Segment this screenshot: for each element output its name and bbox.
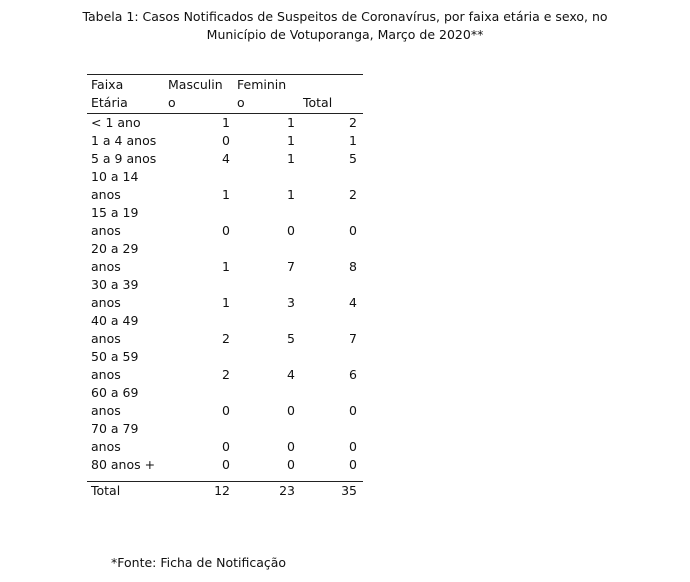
cell-masculino: 0 — [222, 439, 230, 454]
cell-masculino: 4 — [222, 151, 230, 166]
header-feminino-line-2: o — [237, 95, 245, 110]
header-faixa-line-2: Etária — [91, 95, 128, 110]
total-row-total: 35 — [341, 483, 357, 498]
header-feminino-line-1: Feminin — [237, 77, 287, 92]
caption-line-1: Tabela 1: Casos Notificados de Suspeitos de Coronavírus, por faixa etária e sexo, no — [82, 9, 608, 24]
cell-total: 6 — [349, 367, 357, 382]
cell-masculino: 1 — [222, 187, 230, 202]
cell-total: 7 — [349, 331, 357, 346]
age-group-label: 15 a 19 — [91, 205, 139, 220]
age-group-label: anos — [91, 187, 121, 202]
cell-masculino: 0 — [222, 133, 230, 148]
table-caption — [0, 8, 690, 44]
cell-masculino: 0 — [222, 223, 230, 238]
cell-total: 4 — [349, 295, 357, 310]
cell-masculino: 1 — [222, 115, 230, 130]
age-group-label: anos — [91, 439, 121, 454]
cell-masculino: 2 — [222, 367, 230, 382]
cell-feminino: 7 — [287, 259, 295, 274]
cell-total: 2 — [349, 115, 357, 130]
age-group-label: 80 anos + — [91, 457, 156, 472]
age-group-label: anos — [91, 295, 121, 310]
caption-line-2: Município de Votuporanga, Março de 2020** — [206, 27, 484, 42]
age-group-label: 50 a 59 — [91, 349, 139, 364]
age-group-label: < 1 ano — [91, 115, 141, 130]
cell-masculino: 1 — [222, 295, 230, 310]
cell-feminino: 1 — [287, 133, 295, 148]
cell-masculino: 1 — [222, 259, 230, 274]
cell-total: 2 — [349, 187, 357, 202]
age-group-label: anos — [91, 259, 121, 274]
cell-feminino: 0 — [287, 403, 295, 418]
cell-masculino: 0 — [222, 403, 230, 418]
age-group-label: 1 a 4 anos — [91, 133, 157, 148]
total-row-feminino: 23 — [279, 483, 295, 498]
age-group-label: 70 a 79 — [91, 421, 139, 436]
cell-total: 0 — [349, 223, 357, 238]
age-group-label: anos — [91, 331, 121, 346]
cell-total: 1 — [349, 133, 357, 148]
cell-feminino: 1 — [287, 187, 295, 202]
cell-feminino: 5 — [287, 331, 295, 346]
age-group-label: 10 a 14 — [91, 169, 139, 184]
header-masculino-line-2: o — [168, 95, 176, 110]
cell-feminino: 0 — [287, 439, 295, 454]
age-group-label: 40 a 49 — [91, 313, 139, 328]
cell-total: 5 — [349, 151, 357, 166]
age-group-label: anos — [91, 367, 121, 382]
age-group-label: anos — [91, 403, 121, 418]
cell-masculino: 2 — [222, 331, 230, 346]
header-total: Total — [303, 95, 333, 110]
header-masculino-line-1: Masculin — [168, 77, 223, 92]
cell-feminino: 3 — [287, 295, 295, 310]
age-group-label: 5 a 9 anos — [91, 151, 157, 166]
cell-feminino: 0 — [287, 223, 295, 238]
total-row-label: Total — [91, 483, 121, 498]
cell-total: 0 — [349, 439, 357, 454]
table-top-rule — [87, 74, 363, 75]
cell-total: 0 — [349, 403, 357, 418]
source-note: *Fonte: Ficha de Notificação — [111, 555, 287, 570]
cell-feminino: 1 — [287, 151, 295, 166]
cell-total: 8 — [349, 259, 357, 274]
header-faixa-line-1: Faixa — [91, 77, 124, 92]
cell-feminino: 4 — [287, 367, 295, 382]
age-group-label: 30 a 39 — [91, 277, 139, 292]
cell-feminino: 0 — [287, 457, 295, 472]
age-group-label: 20 a 29 — [91, 241, 139, 256]
age-group-label: 60 a 69 — [91, 385, 139, 400]
cell-masculino: 0 — [222, 457, 230, 472]
age-group-label: anos — [91, 223, 121, 238]
cell-total: 0 — [349, 457, 357, 472]
cell-feminino: 1 — [287, 115, 295, 130]
total-row-masculino: 12 — [214, 483, 230, 498]
